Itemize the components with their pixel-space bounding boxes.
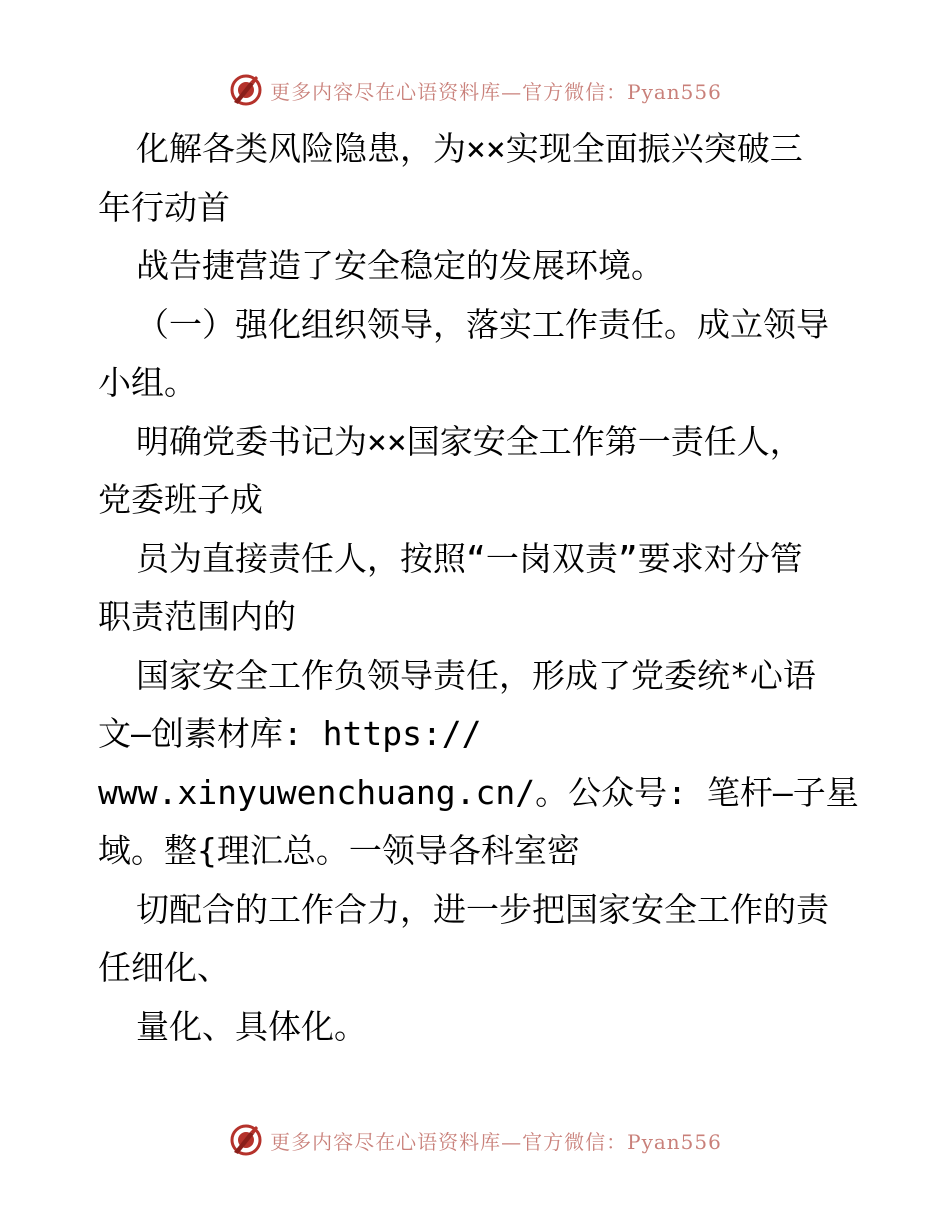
body-line: 年行动首 <box>98 187 230 227</box>
body-line: 域。整{理汇总。一领导各科室密 <box>98 831 580 870</box>
body-line: 职责范围内的 <box>98 597 296 636</box>
body-line: 员为直接责任人，按照“一岗双责”要求对分管 <box>136 538 803 578</box>
body-line: 国家安全工作负领导责任，形成了党委统*心语 <box>136 655 816 695</box>
body-line: 文—创素材库: https:// <box>98 714 482 753</box>
body-line: 量化、具体化。 <box>136 1006 367 1046</box>
body-line: 任细化、 <box>98 948 230 987</box>
body-line: 明确党委书记为××国家安全工作第一责任人， <box>136 421 803 461</box>
body-line: 小组。 <box>98 363 197 402</box>
body-line: www.xinyuwenchuang.cn/。公众号: 笔杆—子星 <box>98 772 859 812</box>
header-watermark-text: 更多内容尽在心语资料库—官方微信：Pyan556 <box>270 79 722 104</box>
body-line: 党委班子成 <box>98 480 263 519</box>
footer-watermark-banner <box>0 1120 950 1160</box>
body-line: 战告捷营造了安全稳定的发展环境。 <box>136 246 664 285</box>
red-pen-seal-logo-icon <box>228 1122 264 1158</box>
body-line: （一）强化组织领导，落实工作责任。成立领导 <box>136 304 829 344</box>
body-line: 化解各类风险隐患，为××实现全面振兴突破三 <box>136 129 803 168</box>
header-watermark-banner <box>0 70 950 110</box>
body-line: 切配合的工作合力，进一步把国家安全工作的责 <box>136 889 829 929</box>
footer-watermark-text: 更多内容尽在心语资料库—官方微信：Pyan556 <box>270 1129 722 1154</box>
document-body <box>98 120 858 1056</box>
red-pen-seal-logo-icon <box>228 72 264 108</box>
